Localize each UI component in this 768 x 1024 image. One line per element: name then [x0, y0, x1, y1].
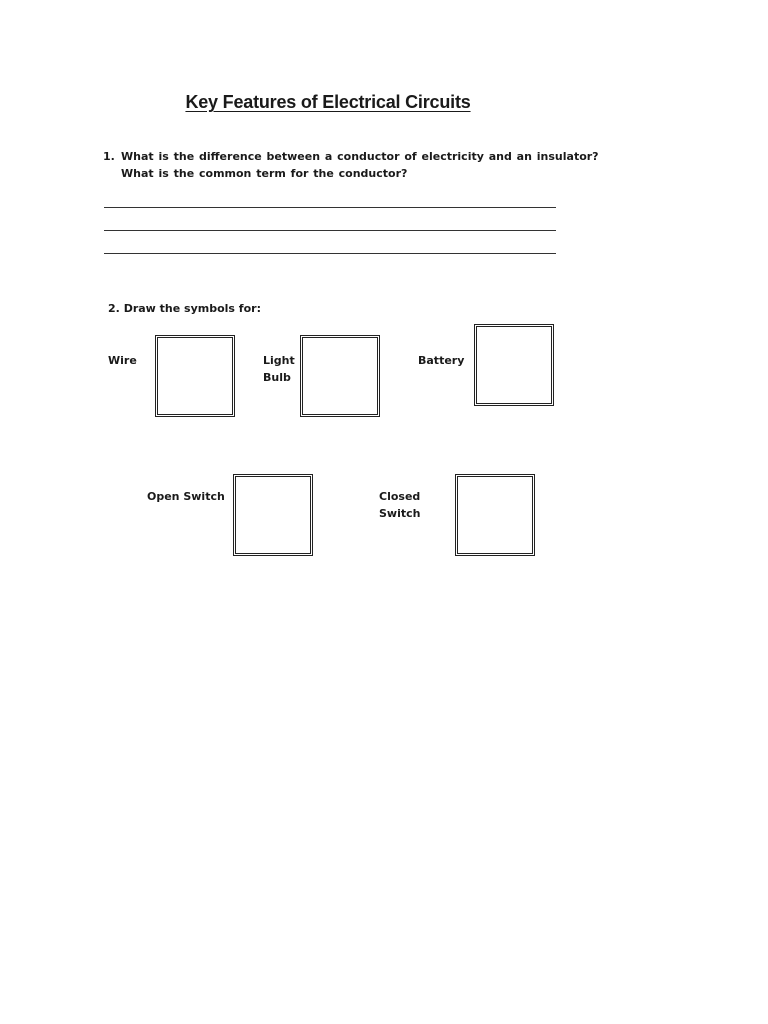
worksheet-title: Key Features of Electrical Circuits — [185, 92, 471, 112]
question-1-text: What is the difference between a conductor of electricity and an insulator? What is the common term for the conductor? — [121, 150, 599, 180]
closed-switch-label-line-2: Switch — [379, 507, 421, 520]
closed-switch-symbol-box[interactable] — [455, 474, 535, 556]
wire-label: Wire — [108, 354, 137, 367]
question-1 — [103, 148, 603, 182]
wire-symbol-box[interactable] — [155, 335, 235, 417]
battery-label: Battery — [418, 354, 465, 367]
closed-switch-label — [379, 488, 420, 522]
closed-switch-label-line-1: Closed — [379, 490, 421, 503]
light-bulb-label — [263, 352, 295, 386]
light-bulb-label-line-1: Light — [263, 354, 295, 367]
question-2-number: 2. — [108, 302, 120, 315]
light-bulb-label-line-2: Bulb — [263, 371, 291, 384]
answer-line-1[interactable] — [104, 207, 556, 208]
question-2-text: Draw the symbols for: — [123, 302, 261, 315]
open-switch-symbol-box[interactable] — [233, 474, 313, 556]
answer-line-2[interactable] — [104, 230, 556, 231]
open-switch-label: Open Switch — [147, 490, 225, 503]
answer-line-3[interactable] — [104, 253, 556, 254]
light-bulb-symbol-box[interactable] — [300, 335, 380, 417]
question-2 — [108, 302, 261, 315]
battery-symbol-box[interactable] — [474, 324, 554, 406]
question-1-number: 1. — [103, 150, 115, 163]
